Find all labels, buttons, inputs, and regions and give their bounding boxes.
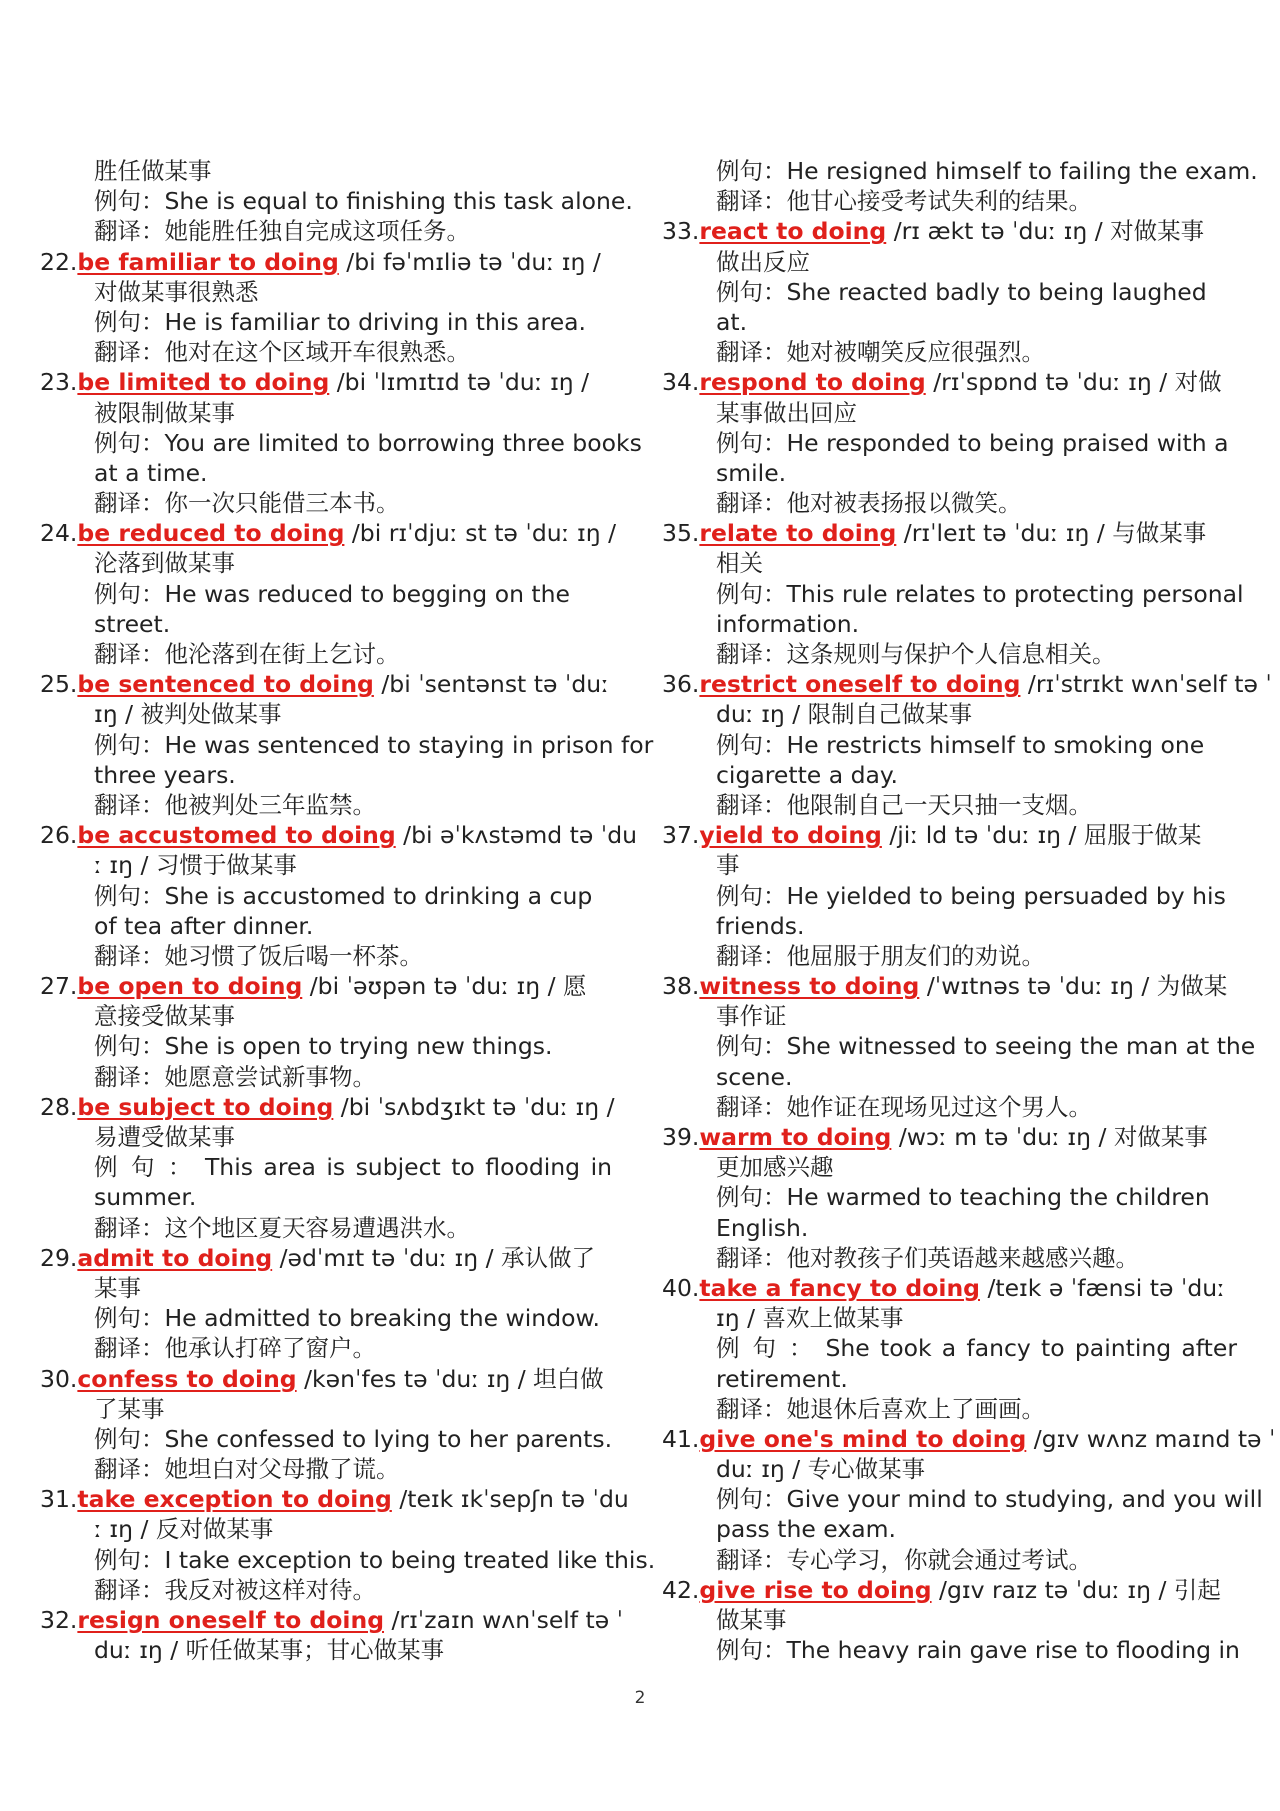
line-text: 翻译：他对被表扬报以微笑。 <box>716 489 1022 518</box>
line-text: duː ɪŋ / 听任做某事；甘心做某事 <box>94 1636 445 1665</box>
phonetic-meaning: /bi ˈsʌbdʒɪkt tə ˈduː ɪŋ / <box>333 1092 615 1121</box>
text-line <box>662 1484 1263 1514</box>
entry-heading-line <box>40 1092 622 1122</box>
phrase-term: give one's mind to doing <box>699 1424 1027 1453</box>
text-line <box>662 579 1247 609</box>
text-line <box>40 398 622 428</box>
text-line <box>40 1303 622 1333</box>
phonetic-meaning: /gɪv raɪz tə ˈduː ɪŋ / 引起 <box>931 1575 1221 1604</box>
text-line <box>40 458 622 488</box>
phrase-term: resign oneself to doing <box>77 1606 385 1634</box>
line-text: 了某事 <box>94 1394 165 1423</box>
text-line <box>40 730 654 760</box>
left-column <box>40 156 656 1665</box>
line-text: 翻译：这个地区夏天容易遭遇洪水。 <box>94 1213 470 1242</box>
line-text: 翻译：他甘心接受考试失利的结果。 <box>716 187 1092 216</box>
line-text: three years. <box>94 760 236 789</box>
line-text: 翻译：他承认打碎了窗户。 <box>94 1334 376 1363</box>
text-line <box>662 458 1247 488</box>
line-text: of tea after dinner. <box>94 911 314 940</box>
line-text: at. <box>716 307 748 336</box>
text-line <box>40 1424 622 1454</box>
line-text: 翻译：他对教孩子们英语越来越感兴趣。 <box>716 1243 1139 1272</box>
line-text: 例句：He resigned himself to failing the exam. <box>716 157 1258 185</box>
phrase-term: be reduced to doing <box>77 519 345 548</box>
entry-number: 26. <box>40 821 78 850</box>
entry-heading-line <box>662 1122 1247 1152</box>
phonetic-meaning: /bi ˈəʊpən tə ˈduː ɪŋ / 愿 <box>302 972 587 1001</box>
line-text: 翻译：他被判处三年监禁。 <box>94 790 376 819</box>
line-text: 例句：The heavy rain gave rise to flooding in <box>716 1636 1240 1665</box>
phonetic-meaning: /rɪˈspɒnd tə ˈduː ɪŋ / 对做 <box>925 368 1222 397</box>
text-line <box>40 277 622 307</box>
line-text: 例句：She confessed to lying to her parents. <box>94 1424 613 1453</box>
text-line <box>662 1182 1247 1212</box>
entry-number: 34. <box>662 368 700 397</box>
entry-heading-line <box>662 1273 1247 1303</box>
line-text: summer. <box>94 1183 197 1212</box>
text-line <box>40 850 622 880</box>
entry-heading-line <box>662 367 1247 397</box>
phonetic-meaning: /bi ˈlɪmɪtɪd tə ˈduː ɪŋ / <box>329 368 590 397</box>
entry-number: 35. <box>662 519 700 548</box>
line-text: ɪŋ / 被判处做某事 <box>94 700 282 729</box>
text-line <box>662 1605 1247 1635</box>
text-line <box>40 1152 622 1182</box>
phrase-term: be accustomed to doing <box>77 821 396 850</box>
entry-number: 38. <box>662 972 700 1001</box>
line-text: ː ɪŋ / 反对做某事 <box>94 1515 274 1544</box>
line-text: 例句：He admitted to breaking the window. <box>94 1304 601 1333</box>
text-line <box>40 1575 622 1605</box>
entry-number: 40. <box>662 1273 700 1302</box>
text-line <box>662 307 1247 337</box>
text-line <box>662 247 1247 277</box>
text-line <box>40 941 622 971</box>
line-text: 翻译：她习惯了饭后喝一杯茶。 <box>94 941 423 970</box>
entry-heading-line <box>40 1605 622 1635</box>
text-line <box>40 156 622 186</box>
line-text: 被限制做某事 <box>94 398 235 427</box>
phonetic-meaning: /ədˈmɪt tə ˈduː ɪŋ / 承认做了 <box>272 1243 595 1272</box>
line-text: duː ɪŋ / 限制自己做某事 <box>716 700 973 729</box>
entry-number: 36. <box>662 670 700 699</box>
entry-number: 24. <box>40 519 78 548</box>
phrase-term: be familiar to doing <box>77 247 339 276</box>
entry-number: 41. <box>662 1424 700 1453</box>
text-line <box>662 1394 1247 1424</box>
line-text: 翻译：她坦白对父母撒了谎。 <box>94 1455 400 1484</box>
line-text: 做某事 <box>716 1606 787 1634</box>
text-line <box>662 1333 1247 1363</box>
text-line <box>40 1635 622 1665</box>
phonetic-meaning: /bi fəˈmɪliə tə ˈduː ɪŋ / <box>338 247 601 276</box>
text-line <box>662 790 1247 820</box>
line-text: 翻译：他沦落到在街上乞讨。 <box>94 640 400 668</box>
entry-heading-line <box>40 971 622 1001</box>
text-line <box>662 699 1247 729</box>
line-text: 翻译：他对在这个区域开车很熟悉。 <box>94 338 470 367</box>
phonetic-meaning: /teɪk ə ˈfænsi tə ˈduː <box>980 1273 1226 1302</box>
entry-number: 37. <box>662 821 700 850</box>
text-line <box>40 911 622 941</box>
text-line <box>40 1062 622 1092</box>
page-number: 2 <box>634 1688 646 1708</box>
line-text: 更加感兴趣 <box>716 1153 834 1182</box>
line-text: 例 句 ： This area is subject to flooding in <box>94 1153 612 1182</box>
phrase-term: witness to doing <box>699 972 920 1001</box>
line-text: 例句：She is accustomed to drinking a cup <box>94 881 593 910</box>
phrase-term: admit to doing <box>77 1243 273 1272</box>
entry-heading-line <box>662 1575 1247 1605</box>
line-text: 例句：He warmed to teaching the children <box>716 1183 1210 1212</box>
line-text: 例句：Give your mind to studying, and you will <box>716 1485 1263 1514</box>
line-text: ɪŋ / 喜欢上做某事 <box>716 1304 904 1333</box>
phrase-term: restrict oneself to doing <box>699 670 1021 699</box>
text-line <box>40 609 622 639</box>
entry-heading-line <box>662 518 1247 548</box>
entry-heading-line <box>40 1243 622 1273</box>
line-text: pass the exam. <box>716 1515 897 1544</box>
text-line <box>662 881 1247 911</box>
line-text: 翻译：她愿意尝试新事物。 <box>94 1062 376 1091</box>
line-text: 易遭受做某事 <box>94 1123 235 1151</box>
line-text: 某事 <box>94 1273 141 1302</box>
line-text: 翻译：她能胜任独自完成这项任务。 <box>94 217 470 246</box>
phonetic-meaning: /bi ˈsentənst tə ˈduː <box>373 670 610 699</box>
text-line <box>40 216 622 246</box>
text-line <box>662 156 1258 186</box>
phonetic-meaning: /rɪˈleɪt tə ˈduː ɪŋ / 与做某事 <box>896 519 1207 548</box>
line-text: 胜任做某事 <box>94 157 212 185</box>
line-text: 事作证 <box>716 1002 787 1031</box>
text-line <box>662 639 1247 669</box>
line-text: 某事做出回应 <box>716 398 857 427</box>
entry-number: 33. <box>662 217 700 246</box>
text-line <box>662 337 1247 367</box>
line-text: duː ɪŋ / 专心做某事 <box>716 1455 926 1484</box>
line-text: at a time. <box>94 458 208 487</box>
text-line <box>40 1213 622 1243</box>
line-text: 事 <box>716 851 740 880</box>
text-line <box>662 1454 1247 1484</box>
text-line <box>40 1273 622 1303</box>
phonetic-meaning: /teɪk ɪkˈsepʃn tə ˈdu <box>391 1485 629 1514</box>
entry-number: 29. <box>40 1243 78 1272</box>
text-line <box>40 1333 622 1363</box>
entry-number: 28. <box>40 1092 78 1121</box>
line-text: 相关 <box>716 549 763 578</box>
text-line <box>40 790 622 820</box>
line-text: 例句：He yielded to being persuaded by his <box>716 881 1226 910</box>
text-line <box>40 760 622 790</box>
line-text: 例句：This rule relates to protecting personal <box>716 579 1244 608</box>
line-text: 翻译：他屈服于朋友们的劝说。 <box>716 941 1045 970</box>
entry-heading-line <box>40 247 622 277</box>
text-line <box>662 428 1247 458</box>
phrase-term: be limited to doing <box>77 368 330 397</box>
entry-number: 22. <box>40 247 78 276</box>
phrase-term: be open to doing <box>77 972 303 1001</box>
line-text: 翻译：她退休后喜欢上了画画。 <box>716 1394 1045 1423</box>
phonetic-meaning: /bi rɪˈdjuː st tə ˈduː ɪŋ / <box>344 519 617 548</box>
entry-heading-line <box>662 971 1247 1001</box>
text-line <box>662 398 1247 428</box>
phonetic-meaning: /rɪ ækt tə ˈduː ɪŋ / 对做某事 <box>886 217 1205 246</box>
entry-number: 27. <box>40 972 78 1001</box>
entry-heading-line <box>40 820 638 850</box>
phrase-term: relate to doing <box>699 519 897 548</box>
text-line <box>40 1394 622 1424</box>
entry-number: 42. <box>662 1575 700 1604</box>
line-text: 沦落到做某事 <box>94 549 235 578</box>
phonetic-meaning: /gɪv wʌnz maɪnd tə ˈ <box>1026 1424 1276 1453</box>
phonetic-meaning: /ˈwɪtnəs tə ˈduː ɪŋ / 为做某 <box>919 972 1228 1001</box>
entry-number: 32. <box>40 1606 78 1634</box>
line-text: ː ɪŋ / 习惯于做某事 <box>94 851 297 880</box>
phrase-term: take exception to doing <box>77 1485 392 1514</box>
text-line <box>662 1031 1256 1061</box>
entry-heading-line <box>662 216 1247 246</box>
text-line <box>662 941 1247 971</box>
line-text: 对做某事很熟悉 <box>94 277 259 306</box>
text-line <box>40 639 622 669</box>
phonetic-meaning: /rɪˈstrɪkt wʌnˈself tə ˈ <box>1020 670 1272 699</box>
text-line <box>40 579 622 609</box>
text-line <box>40 428 642 458</box>
text-line <box>662 488 1247 518</box>
line-text: 例句：He responded to being praised with a <box>716 428 1229 457</box>
entry-heading-line <box>662 1424 1276 1454</box>
text-line <box>662 1364 1247 1394</box>
phrase-term: be sentenced to doing <box>77 670 374 699</box>
text-line <box>662 730 1247 760</box>
text-line <box>40 1122 622 1152</box>
phrase-term: respond to doing <box>699 368 926 397</box>
text-line <box>662 277 1247 307</box>
text-line <box>662 548 1247 578</box>
phonetic-meaning: /jiː ld tə ˈduː ɪŋ / 屈服于做某 <box>881 821 1202 850</box>
line-text: 翻译：这条规则与保护个人信息相关。 <box>716 640 1116 668</box>
line-text: 例句：She reacted badly to being laughed <box>716 277 1207 306</box>
text-line <box>40 881 622 911</box>
line-text: information. <box>716 609 860 638</box>
line-text: 例句：She is open to trying new things. <box>94 1032 553 1061</box>
text-line <box>662 1152 1247 1182</box>
entry-number: 23. <box>40 368 78 397</box>
text-line <box>662 1545 1247 1575</box>
line-text: 例句：He was sentenced to staying in prison for <box>94 730 654 759</box>
phrase-term: take a fancy to doing <box>699 1273 980 1302</box>
text-line <box>40 488 622 518</box>
line-text: 例句：He is familiar to driving in this area. <box>94 307 587 336</box>
text-line <box>40 699 622 729</box>
phonetic-meaning: /wɔː m tə ˈduː ɪŋ / 对做某事 <box>891 1123 1208 1151</box>
entry-number: 30. <box>40 1364 78 1393</box>
phrase-term: warm to doing <box>699 1123 892 1151</box>
line-text: 翻译：我反对被这样对待。 <box>94 1575 376 1604</box>
phrase-term: confess to doing <box>77 1364 297 1393</box>
line-text: 例句：He restricts himself to smoking one <box>716 730 1205 759</box>
text-line <box>40 1001 622 1031</box>
line-text: scene. <box>716 1062 793 1091</box>
text-line <box>662 1062 1247 1092</box>
entry-number: 39. <box>662 1123 700 1151</box>
phrase-term: yield to doing <box>699 821 882 850</box>
phonetic-meaning: /bi əˈkʌstəmd tə ˈdu <box>395 821 638 850</box>
text-line <box>40 337 622 367</box>
entry-heading-line <box>40 1484 629 1514</box>
text-line <box>40 1031 622 1061</box>
text-line <box>662 760 1247 790</box>
phrase-term: be subject to doing <box>77 1092 334 1121</box>
line-text: 做出反应 <box>716 247 810 276</box>
line-text: 翻译：你一次只能借三本书。 <box>94 489 400 518</box>
line-text: 例句：I take exception to being treated like this. <box>94 1545 656 1574</box>
phonetic-meaning: /rɪˈzaɪn wʌnˈself tə ˈ <box>384 1606 624 1634</box>
line-text: 例 句 ： She took a fancy to painting after <box>716 1334 1237 1363</box>
line-text: street. <box>94 609 171 638</box>
line-text: 例句：She is equal to finishing this task alone. <box>94 187 633 216</box>
line-text: 翻译：她对被嘲笑反应很强烈。 <box>716 338 1045 367</box>
line-text: 意接受做某事 <box>94 1002 235 1031</box>
line-text: 例句：She witnessed to seeing the man at the <box>716 1032 1256 1061</box>
text-line <box>40 1182 622 1212</box>
line-text: 翻译：他限制自己一天只抽一支烟。 <box>716 790 1092 819</box>
entry-heading-line <box>40 669 622 699</box>
line-text: smile. <box>716 458 787 487</box>
entry-heading-line <box>40 518 622 548</box>
line-text: 翻译：她作证在现场见过这个男人。 <box>716 1092 1092 1121</box>
phonetic-meaning: /kənˈfes tə ˈduː ɪŋ / 坦白做 <box>296 1364 604 1393</box>
text-line <box>662 850 1247 880</box>
phrase-term: react to doing <box>699 217 887 246</box>
text-line <box>662 1243 1247 1273</box>
entry-number: 25. <box>40 670 78 699</box>
entry-heading-line <box>40 367 622 397</box>
entry-heading-line <box>662 669 1272 699</box>
right-column <box>662 156 1276 1665</box>
text-line <box>40 186 633 216</box>
text-line <box>40 548 622 578</box>
entry-heading-line <box>662 820 1247 850</box>
text-line <box>662 186 1247 216</box>
line-text: cigarette a day. <box>716 760 898 789</box>
line-text: 例句：You are limited to borrowing three books <box>94 428 642 457</box>
text-line <box>40 307 622 337</box>
line-text: friends. <box>716 911 805 940</box>
text-line <box>662 1092 1247 1122</box>
text-line <box>662 1635 1247 1665</box>
entry-number: 31. <box>40 1485 78 1514</box>
text-line <box>662 911 1247 941</box>
text-line <box>40 1545 656 1575</box>
line-text: 翻译：专心学习，你就会通过考试。 <box>716 1545 1092 1574</box>
text-line <box>662 1514 1247 1544</box>
entry-heading-line <box>40 1364 622 1394</box>
text-line <box>662 609 1247 639</box>
line-text: English. <box>716 1213 809 1242</box>
phrase-term: give rise to doing <box>699 1575 932 1604</box>
text-line <box>662 1303 1247 1333</box>
text-line <box>40 1514 622 1544</box>
text-line <box>662 1001 1247 1031</box>
line-text: retirement. <box>716 1364 848 1393</box>
line-text: 例句：He was reduced to begging on the <box>94 579 571 608</box>
text-line <box>662 1213 1247 1243</box>
text-line <box>40 1454 622 1484</box>
